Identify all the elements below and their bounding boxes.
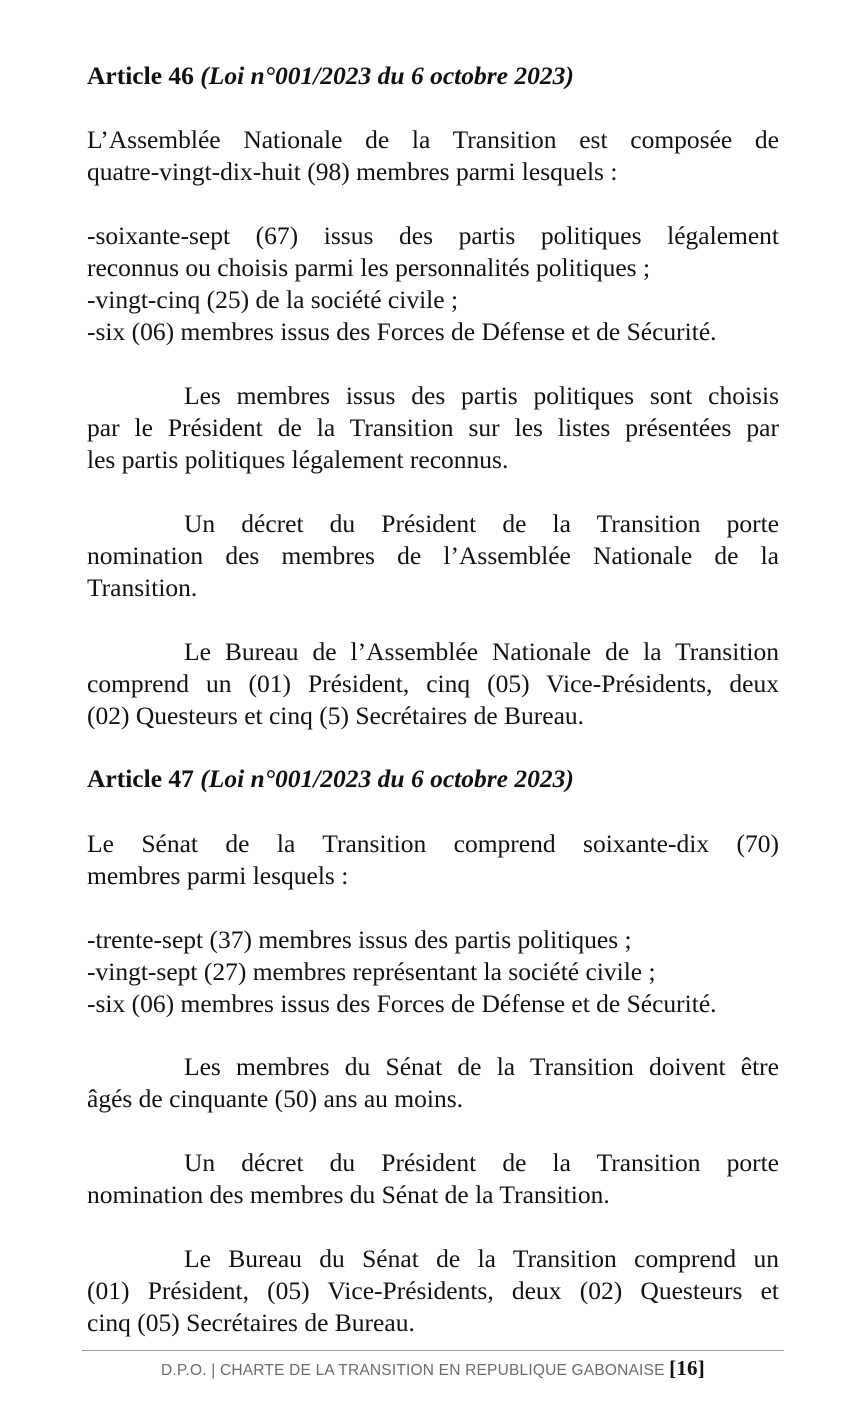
text-line bbox=[87, 1243, 779, 1275]
article-46-paragraph-3 bbox=[87, 636, 779, 732]
article-47-reference: (Loi n°001/2023 du 6 octobre 2023) bbox=[200, 764, 574, 793]
text-line: nomination des membres du Sénat de la Transition. bbox=[87, 1180, 610, 1209]
text-line-content: Un décret du Président de la Transition porte bbox=[184, 1148, 779, 1177]
article-46-number: Article 46 bbox=[87, 61, 194, 90]
text-line bbox=[87, 508, 779, 540]
text-line: les partis politiques légalement reconnus. bbox=[87, 445, 509, 474]
list-item: -trente-sept (37) membres issus des partis politiques ; bbox=[87, 925, 632, 954]
list-item-continuation: reconnus ou choisis parmi les personnalités politiques ; bbox=[87, 253, 651, 282]
text-line: membres parmi lesquels : bbox=[87, 861, 349, 890]
list-item: -six (06) membres issus des Forces de Défense et de Sécurité. bbox=[87, 989, 717, 1018]
text-line: (01) Président, (05) Vice-Présidents, deux (02) Questeurs et bbox=[87, 1276, 779, 1305]
text-line: Transition. bbox=[87, 573, 198, 602]
footer-text: D.P.O. | CHARTE DE LA TRANSITION EN REPUBLIQUE GABONAISE bbox=[161, 1362, 665, 1379]
text-line: (02) Questeurs et cinq (5) Secrétaires de Bureau. bbox=[87, 701, 585, 730]
text-line: Le Sénat de la Transition comprend soixante-dix (70) bbox=[87, 829, 779, 858]
text-line: comprend un (01) Président, cinq (05) Vice-Présidents, deux bbox=[87, 669, 779, 698]
text-line: quatre-vingt-dix-huit (98) membres parmi lesquels : bbox=[87, 157, 618, 186]
list-item: -vingt-sept (27) membres représentant la société civile ; bbox=[87, 957, 656, 986]
list-item: -six (06) membres issus des Forces de Défense et de Sécurité. bbox=[87, 317, 717, 346]
footer-divider bbox=[82, 1350, 784, 1351]
text-line: nomination des membres de l’Assemblée Nationale de la bbox=[87, 541, 779, 570]
text-line bbox=[87, 1051, 779, 1083]
text-line-content: Le Bureau de l’Assemblée Nationale de la Transition bbox=[184, 637, 779, 666]
article-47-paragraph-3 bbox=[87, 1243, 779, 1339]
text-line bbox=[87, 1147, 779, 1179]
text-line: par le Président de la Transition sur les listes présentées par bbox=[87, 413, 779, 442]
article-46-list bbox=[87, 220, 779, 348]
page-number: [16] bbox=[669, 1356, 705, 1380]
text-line bbox=[87, 380, 779, 412]
article-46-heading bbox=[87, 60, 779, 92]
list-item: -vingt-cinq (25) de la société civile ; bbox=[87, 285, 459, 314]
text-line: cinq (05) Secrétaires de Bureau. bbox=[87, 1308, 415, 1337]
list-item: -soixante-sept (67) issus des partis politiques légalement bbox=[87, 221, 779, 250]
text-line-content: Le Bureau du Sénat de la Transition comprend un bbox=[184, 1244, 779, 1273]
article-47-number: Article 47 bbox=[87, 764, 194, 793]
article-46-intro bbox=[87, 124, 779, 188]
text-line: âgés de cinquante (50) ans au moins. bbox=[87, 1084, 464, 1113]
text-line: L’Assemblée Nationale de la Transition est composée de bbox=[87, 125, 779, 154]
article-47-paragraph-2 bbox=[87, 1147, 779, 1211]
text-line bbox=[87, 636, 779, 668]
article-47-heading bbox=[87, 763, 779, 795]
article-46-reference: (Loi n°001/2023 du 6 octobre 2023) bbox=[200, 61, 574, 90]
article-47-list bbox=[87, 924, 779, 1020]
text-line-content: Les membres du Sénat de la Transition doivent être bbox=[184, 1052, 779, 1081]
article-46-paragraph-2 bbox=[87, 508, 779, 604]
page-footer bbox=[82, 1356, 784, 1383]
article-47-intro bbox=[87, 828, 779, 892]
text-line-content: Un décret du Président de la Transition porte bbox=[184, 509, 779, 538]
article-47-paragraph-1 bbox=[87, 1051, 779, 1115]
text-line-content: Les membres issus des partis politiques sont choisis bbox=[184, 381, 779, 410]
article-46-paragraph-1 bbox=[87, 380, 779, 476]
